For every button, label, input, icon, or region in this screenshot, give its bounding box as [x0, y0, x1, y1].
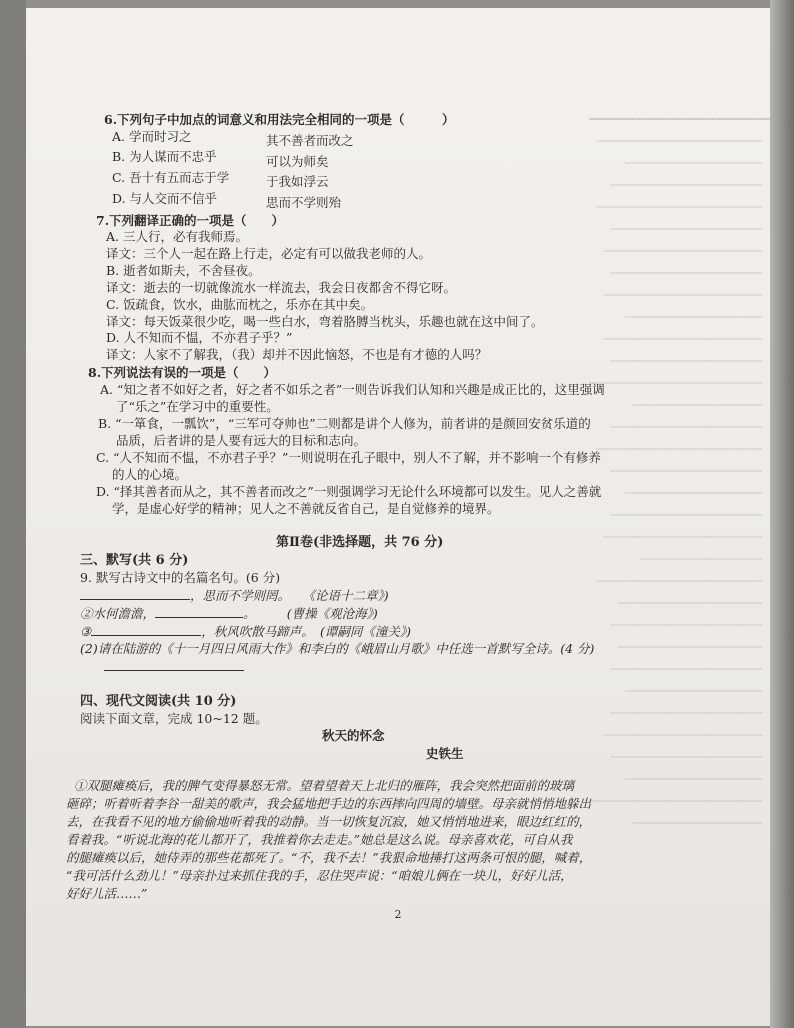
answer-blank[interactable] [91, 635, 201, 636]
q8-line: A. “知之者不如好之者，好之者不如乐之者”一则告诉我们认知和兴趣是成正比的，这里强调 [100, 382, 605, 397]
q7-line: D. 人不知而不愠，不亦君子乎？” [106, 330, 293, 345]
answer-blank[interactable] [155, 617, 243, 618]
article-title: 秋天的怀念 [322, 728, 385, 743]
q6-option-c-right: 于我如浮云 [266, 174, 329, 189]
q7-line: B. 逝者如斯夫，不舍昼夜。 [106, 263, 261, 278]
article-paragraph-line: ①双腿瘫痪后，我的脾气变得暴怒无常。望着望着天上北归的雁阵，我会突然把面前的玻璃 [74, 778, 575, 793]
q7-line: 译文：人家不了解我，（我）却并不因此恼怒，不也是有才德的人吗？ [106, 347, 488, 362]
q8-line: 了“乐之”在学习中的重要性。 [116, 399, 279, 414]
article-paragraph-line: 看着我。“听说北海的花儿都开了，我推着你去走走。”她总是这么说。母亲喜欢花，可自从我 [66, 832, 573, 847]
q6-option-b-right: 可以为师矣 [266, 154, 329, 169]
q9-line-2 [80, 606, 378, 622]
q7-line: A. 三人行，必有我师焉。 [106, 229, 248, 244]
q6-stem: 6.下列句子中加点的词意义和用法完全相同的一项是（ ） [104, 112, 455, 127]
q8-line: 学，是虚心好学的精神；见人之不善就反省自己，是自觉修养的境界。 [112, 501, 500, 516]
exam-page [26, 8, 770, 1026]
article-paragraph-line: 去，在我看不见的地方偷偷地听着我的动静。当一切恢复沉寂，她又悄悄地进来，眼边红红的， [66, 814, 592, 829]
q7-line: C. 饭疏食，饮水，曲肱而枕之，乐亦在其中矣。 [106, 297, 374, 312]
scan-edge-right [770, 0, 794, 1028]
article-paragraph-line: 砸碎；听着听着李谷一甜美的歌声，我会猛地把手边的东西摔向四周的墙壁。母亲就悄悄地躲出 [66, 796, 592, 811]
part4-heading: 四、现代文阅读(共 10 分) [80, 694, 237, 709]
article-author: 史铁生 [426, 746, 464, 761]
section-2-title: 第Ⅱ卷(非选择题，共 76 分) [276, 535, 444, 550]
scan-edge-left [0, 0, 26, 1028]
part3-heading: 三、默写(共 6 分) [80, 553, 189, 568]
q8-line: 的人的心境。 [112, 467, 188, 482]
q9-line-3-tail: ，秋风吹散马蹄声。 (谭嗣同《潼关》) [201, 624, 411, 639]
q8-line: B. “一箪食，一瓢饮”，“三军可夺帅也”二则都是讲个人修为，前者讲的是颜回安贫乐道的 [98, 416, 591, 431]
q6-option-d-right: 思而不学则殆 [266, 195, 342, 210]
q8-line: D. “择其善者而从之，其不善者而改之”一则强调学习无论什么环境都可以发生。见人之善就 [96, 484, 602, 499]
q9-line-2-tail: 。 (曹操《观沧海》) [243, 606, 378, 621]
article-paragraph-line: 好好儿活……” [66, 886, 148, 901]
q7-stem: 7.下列翻译正确的一项是（ ） [96, 213, 285, 228]
q7-line: 译文：三个人一起在路上行走，必定有可以做我老师的人。 [106, 246, 432, 261]
q7-line: 译文：每天饭菜很少吃，喝一些白水，弯着胳膊当枕头，乐趣也就在这中间了。 [106, 314, 544, 329]
q7-line: 译文：逝去的一切就像流水一样流去，我会日夜都舍不得它呀。 [106, 280, 457, 295]
q9-line-3 [80, 624, 411, 640]
q9-stem: 9. 默写古诗文中的名篇名句。(6 分) [80, 570, 281, 585]
q6-option-c-left: C. 吾十有五而志于学 [112, 170, 230, 185]
q9-line-2-head: ②水何澹澹， [80, 606, 156, 621]
part4-intro: 阅读下面文章，完成 10~12 题。 [80, 711, 268, 726]
q9-line-1-text: ，思而不学则罔。 《论语十二章》) [190, 588, 389, 603]
q8-line: 品质，后者讲的是人要有远大的目标和志向。 [116, 433, 367, 448]
q8-stem: 8.下列说法有误的一项是（ ） [88, 365, 277, 380]
q9-line-1 [80, 588, 389, 604]
article-paragraph-line: 的腿瘫痪以后，她侍弄的那些花都死了。“不，我不去！”我狠命地捶打这两条可恨的腿，喊着， [66, 850, 592, 865]
q6-option-a-right: 其不善者而改之 [266, 133, 354, 148]
q9-part-2: (2)请在陆游的《十一月四日风雨大作》和李白的《峨眉山月歌》中任选一首默写全诗。(4 分) [80, 641, 595, 656]
q8-line: C. “人不知而不愠，不亦君子乎？”一则说明在孔子眼中，别人不了解，并不影响一个有修养 [96, 450, 601, 465]
q9-part-2-answer-line[interactable] [104, 659, 244, 675]
q6-option-d-left: D. 与人交而不信乎 [112, 191, 218, 206]
bleed-through-text: ━━━━━━━━━━━━━━━━━━━━━━━━━ ─────────────────────── ─────────────────── ───────────────────── ─────────────────────── ───────────────────── ────────────────────── ───────────────────── ────────────────────── ─────────────────── ────────────────────── ───────────────────── ──────────────────────── ────────────────── ───────────────────── ─────────────────────── ───────────────────── ─────────────────── ───────────────────── ────────────────────── ───────────────── ─────────────────────── ──────────────────── ───────────────────── ──────────────────── ───────────────────── ─────────────────── ───────────────────── ────────────────────── ───────────────────── ─────────────────── ──────────────────────── ────────────────── [588, 112, 770, 830]
answer-blank[interactable] [80, 599, 190, 600]
q9-line-3-head: ③ [80, 624, 92, 639]
q6-option-b-left: B. 为人谋而不忠乎 [112, 149, 217, 164]
page-number: 2 [394, 908, 402, 921]
q6-option-a-left: A. 学而时习之 [112, 129, 192, 144]
article-paragraph-line: “我可活什么劲儿！”母亲扑过来抓住我的手，忍住哭声说：“咱娘儿俩在一块儿，好好儿活， [66, 868, 573, 883]
